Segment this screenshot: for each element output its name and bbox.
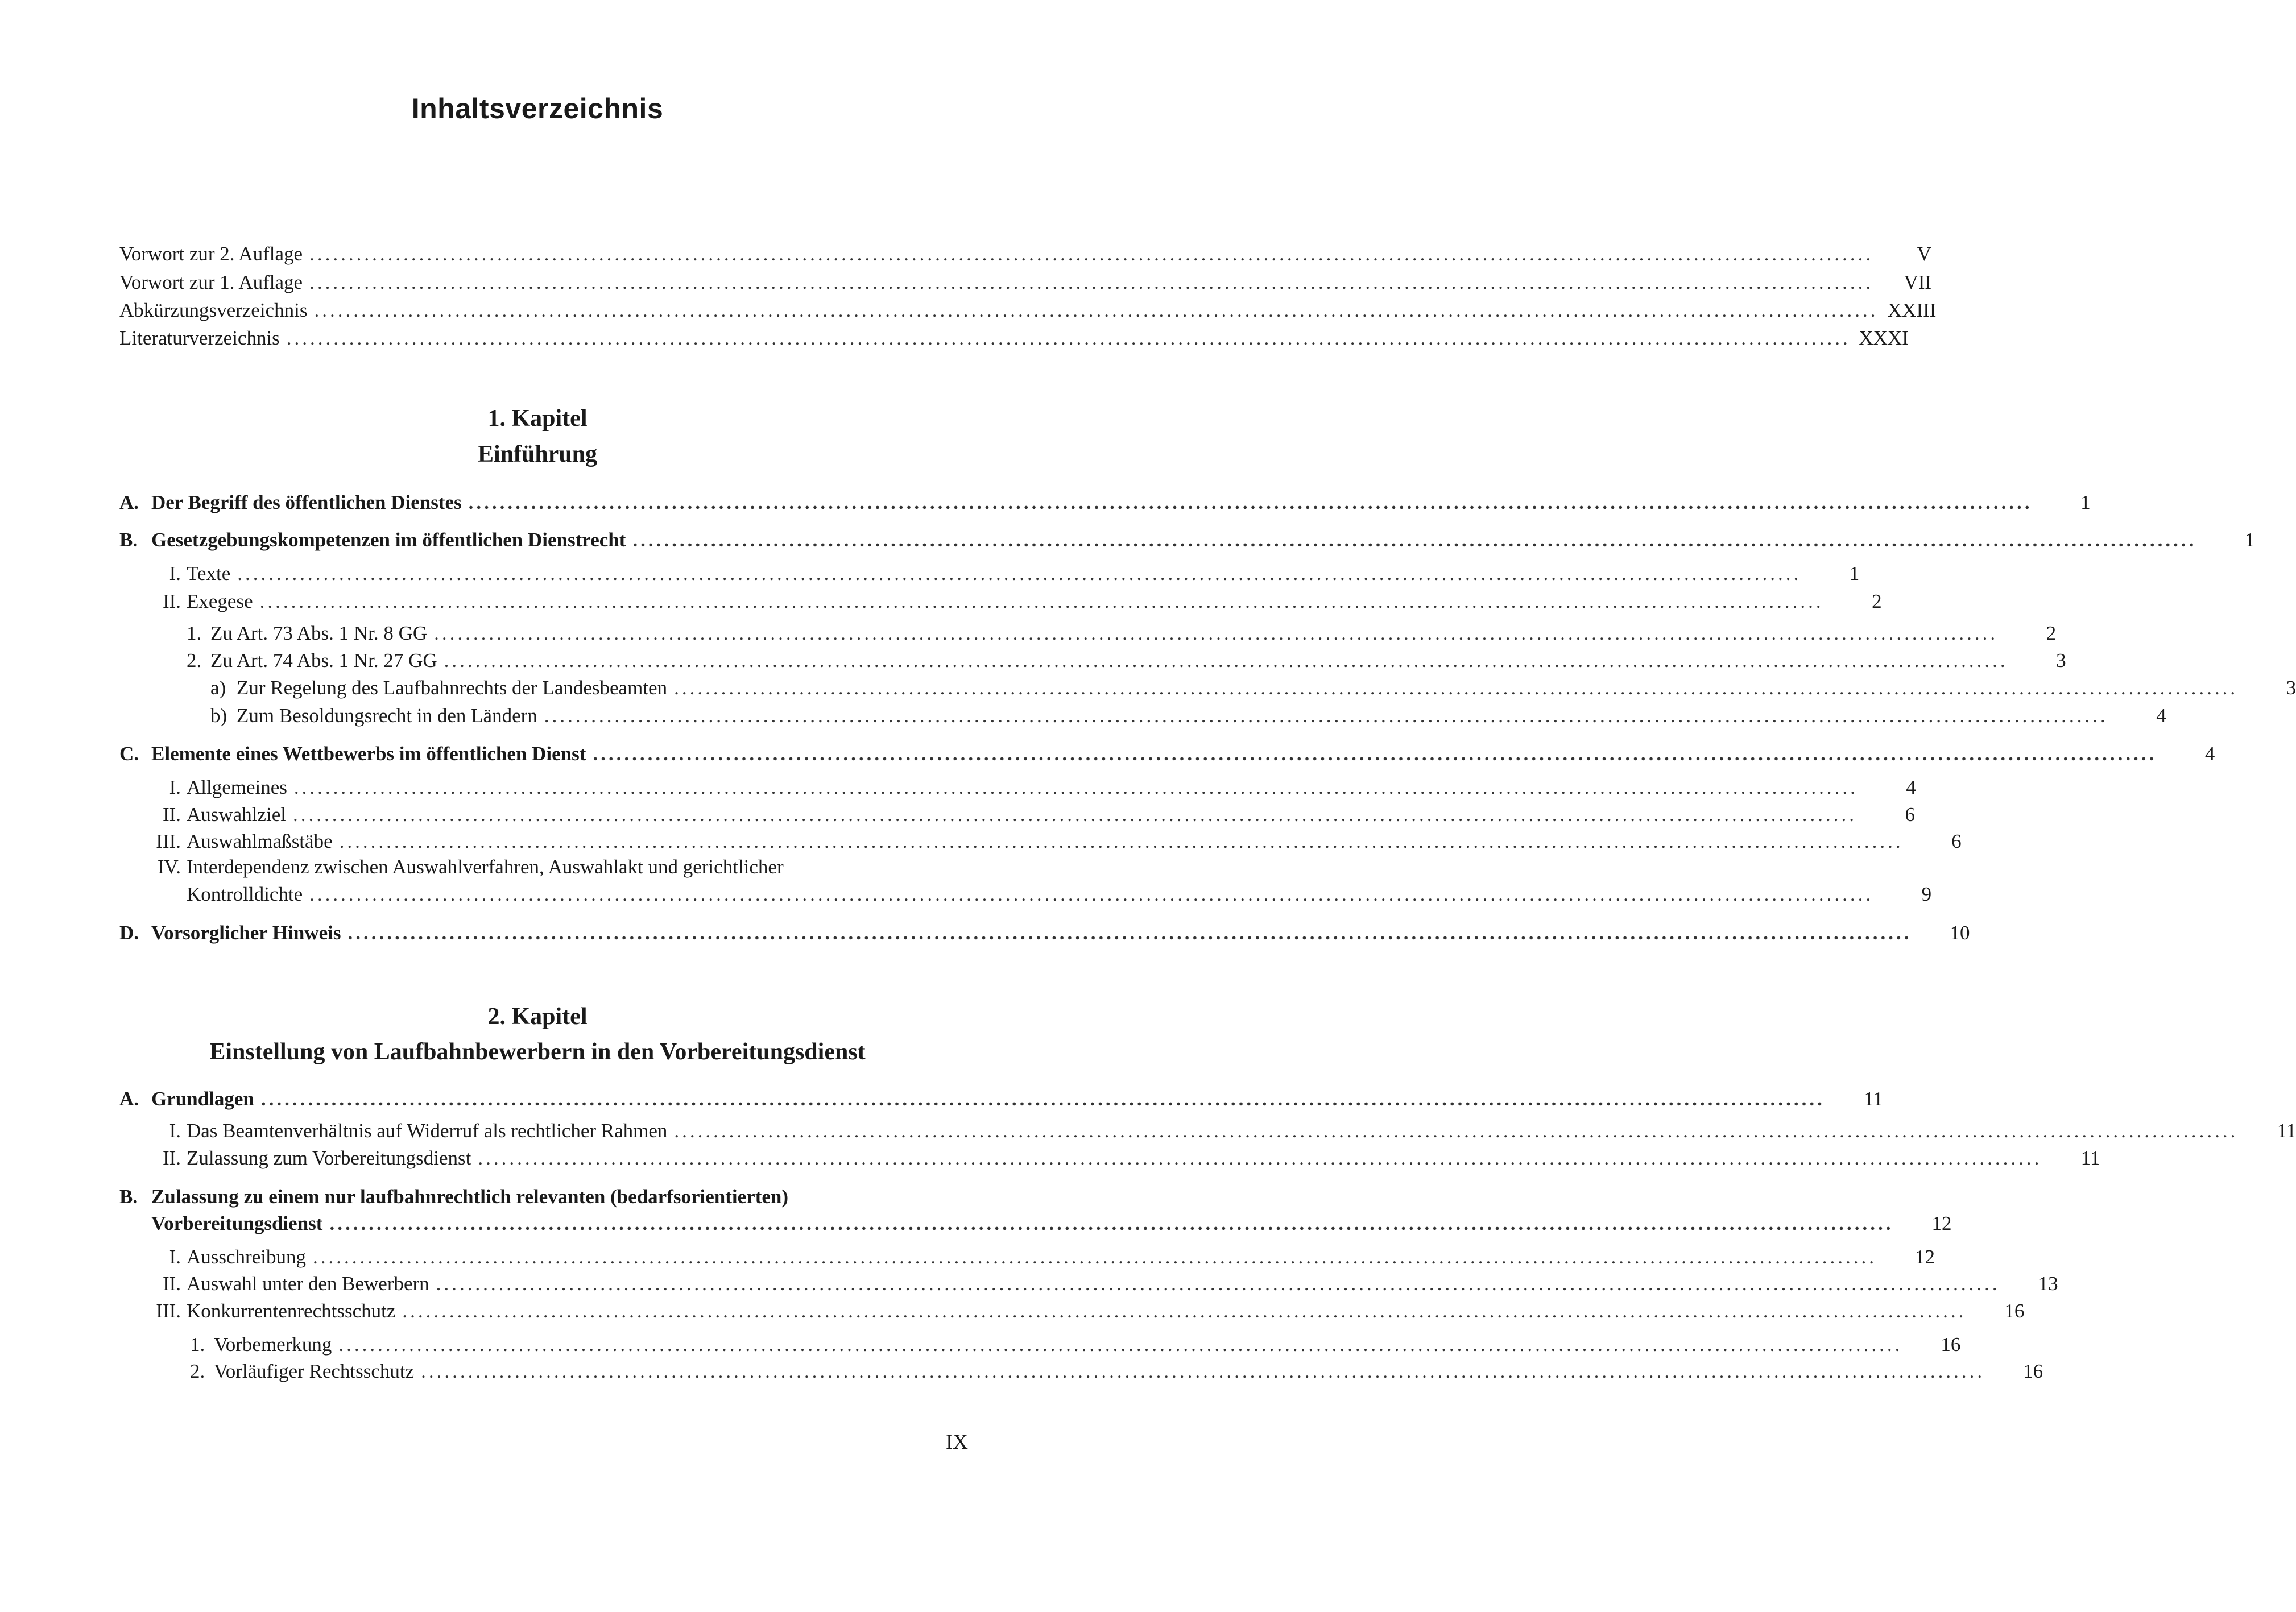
toc-entry-text: Zulassung zum Vorbereitungsdienst [187,1147,471,1169]
toc-page-number: 1 [1849,562,1860,585]
toc-entry-text: Vorsorglicher Hinweis [151,922,341,944]
toc-page-number: 2 [2046,622,2057,644]
toc-entry-number: D. [119,922,139,944]
toc-entry-section-a[interactable] [119,1087,1883,1112]
toc-entry-number: 1. [187,622,202,644]
toc-entry-section-b-line1[interactable] [119,1184,788,1209]
leader-dots: ........................................................................................................................................................................................................ [292,803,1857,826]
toc-entry-text: Zu Art. 74 Abs. 1 Nr. 27 GG [210,649,437,672]
toc-entry-vorwort-2[interactable] [119,242,1932,267]
toc-entry-b-i[interactable] [151,561,1860,586]
leader-dots: ........................................................................................................................................................................................................ [674,677,2239,699]
leader-dots: ........................................................................................................................................................................................................ [339,830,1904,852]
toc-entry-text: Auswahl unter den Bewerbern [187,1273,429,1295]
toc-entry-text: Gesetzgebungskompetenzen im öffentlichen Dienstrecht [151,529,626,551]
toc-entry-b-ii[interactable] [151,589,1882,614]
toc-entry-text: Abkürzungsverzeichnis [119,299,308,321]
toc-entry-number: A. [119,1088,139,1110]
leader-dots: ........................................................................................................................................................................................................ [347,922,1912,944]
toc-entry-section-b[interactable] [119,528,2255,553]
toc-page-number: 1 [2080,491,2091,513]
toc-page-number: 3 [2056,649,2066,672]
toc-entry-c-iv[interactable] [187,882,1932,907]
toc-entry-text: Konkurrentenrechtsschutz [187,1300,396,1322]
leader-dots: ........................................................................................................................................................................................................ [293,776,1858,798]
toc-entry-text: Der Begriff des öffentlichen Dienstes [151,491,462,513]
toc-entry-text: Interdependenz zwischen Auswahlverfahren, Auswahlakt und gerichtlicher [187,856,784,878]
toc-entry-a-ii[interactable] [151,1146,2100,1171]
leader-dots: ........................................................................................................................................................................................................ [338,1333,1903,1356]
toc-entry-b-iii-2[interactable] [190,1359,2043,1384]
leader-dots: ........................................................................................................................................................................................................ [444,649,2008,672]
toc-entry-number: C. [119,743,139,765]
toc-page-number: 11 [2277,1120,2296,1142]
toc-entry-text: Zulassung zu einem nur laufbahnrechtlich relevanten (bedarfsorientierten) [151,1186,788,1208]
leader-dots: ........................................................................................................................................................................................................ [674,1120,2239,1142]
toc-page-number: 11 [2080,1147,2100,1169]
leader-dots: ........................................................................................................................................................................................................ [314,299,1879,321]
toc-entry-text: Zur Regelung des Laufbahnrechts der Landesbeamten [237,677,668,699]
toc-entry-b-iii-1[interactable] [190,1332,1961,1357]
toc-entry-text: Vorbemerkung [214,1333,332,1356]
toc-page-number: 16 [1941,1333,1961,1356]
toc-page-number: 16 [2023,1360,2043,1382]
toc-entry-text: Auswahlziel [187,803,286,826]
leader-dots: ........................................................................................................................................................................................................ [402,1300,1967,1322]
toc-entry-number: b) [210,705,227,727]
page-folio: IX [945,1431,968,1454]
toc-entry-number: 2. [190,1360,205,1382]
toc-entry-number: II. [162,803,181,826]
leader-dots: ........................................................................................................................................................................................................ [478,1147,2042,1169]
toc-entry-number: B. [119,1186,138,1208]
toc-page-number: 12 [1914,1246,1935,1268]
chapter-number: 1. Kapitel [487,405,588,432]
toc-entry-b-i[interactable] [151,1245,1935,1270]
toc-page-number: 4 [2156,705,2166,727]
leader-dots: ........................................................................................................................................................................................................ [632,529,2197,551]
toc-entry-text: Vorwort zur 1. Auflage [119,271,303,293]
toc-entry-text: Exegese [187,590,253,612]
toc-entry-b-ii-2[interactable] [187,648,2066,673]
toc-page-number: 4 [2204,743,2215,765]
toc-entry-abkuerzungen[interactable] [119,298,1937,323]
leader-dots: ........................................................................................................................................................................................................ [309,883,1874,905]
toc-page-number: 16 [2004,1300,2025,1322]
toc-entry-text-continued: Vorbereitungsdienst [151,1212,323,1234]
toc-entry-text: Vorläufiger Rechtsschutz [214,1360,415,1382]
leader-dots: ........................................................................................................................................................................................................ [436,1273,2000,1295]
toc-entry-b-ii[interactable] [151,1271,2058,1296]
toc-entry-text: Auswahlmaßstäbe [187,830,333,852]
leader-dots: ........................................................................................................................................................................................................ [237,562,1802,585]
toc-page-number: V [1917,243,1932,265]
leader-dots: ........................................................................................................................................................................................................ [329,1212,1894,1234]
toc-entry-text: Zum Besoldungsrecht in den Ländern [237,705,537,727]
toc-entry-text: Elemente eines Wettbewerbs im öffentlichen Dienst [151,743,586,765]
toc-page-number: XXXI [1859,327,1909,349]
toc-entry-text: Das Beamtenverhältnis auf Widerruf als rechtlicher Rahmen [187,1120,668,1142]
toc-page-number: 10 [1950,922,1970,944]
chapter-title: Einführung [477,441,598,467]
toc-entry-number: a) [210,677,226,699]
toc-entry-b-ii-2-a[interactable] [210,676,2296,701]
chapter-number: 2. Kapitel [487,1004,588,1030]
leader-dots: ........................................................................................................................................................................................................ [286,327,1851,349]
toc-page-number: 6 [1951,830,1962,852]
leader-dots: ........................................................................................................................................................................................................ [544,705,2108,727]
toc-entry-literatur[interactable] [119,326,1909,351]
toc-entry-c-ii[interactable] [151,802,1915,827]
toc-entry-b-ii-2-b[interactable] [210,703,2166,728]
leader-dots: ........................................................................................................................................................................................................ [434,622,1999,644]
toc-page-number: 4 [1906,776,1916,798]
toc-entry-number: I. [169,1246,181,1268]
toc-entry-text: Literaturverzeichnis [119,327,280,349]
toc-entry-text: Allgemeines [187,776,287,798]
toc-entry-text: Grundlagen [151,1088,254,1110]
toc-page-number: 3 [2286,677,2296,699]
toc-entry-number: III. [156,1300,181,1322]
toc-entry-section-d[interactable] [119,921,1970,946]
toc-entry-number: I. [169,1120,181,1142]
toc-entry-number: III. [156,830,181,852]
toc-entry-number: II. [162,1147,181,1169]
toc-entry-section-c[interactable] [119,741,2215,766]
toc-entry-section-b[interactable] [151,1211,1952,1236]
leader-dots: ........................................................................................................................................................................................................ [421,1360,1985,1382]
leader-dots: ........................................................................................................................................................................................................ [593,743,2157,765]
toc-entry-b-iii[interactable] [151,1299,2025,1324]
toc-entry-number: 2. [187,649,202,672]
page-title: Inhaltsverzeichnis [411,92,664,125]
toc-entry-vorwort-1[interactable] [119,270,1932,295]
toc-entry-number: I. [169,776,181,798]
toc-entry-number: II. [162,590,181,612]
toc-entry-section-a[interactable] [119,490,2091,515]
toc-entry-number: 1. [190,1333,205,1356]
toc-entry-c-iii[interactable] [151,829,1962,854]
toc-page-number: 12 [1931,1212,1952,1234]
toc-entry-number: A. [119,491,139,513]
toc-page-number: 2 [1872,590,1882,612]
toc-entry-number: II. [162,1273,181,1295]
toc-entry-a-i[interactable] [151,1118,2296,1143]
toc-entry-b-ii-1[interactable] [187,621,2057,646]
leader-dots: ........................................................................................................................................................................................................ [259,590,1824,612]
leader-dots: ........................................................................................................................................................................................................ [312,1246,1877,1268]
toc-page-number: 9 [1921,883,1932,905]
toc-page-number: 11 [1864,1088,1883,1110]
toc-page-number: XXIII [1887,299,1937,321]
toc-page-number: 1 [2244,529,2255,551]
toc-entry-c-iv-line1[interactable] [151,855,784,880]
toc-page-number: VII [1904,271,1932,293]
toc-entry-text: Zu Art. 73 Abs. 1 Nr. 8 GG [210,622,428,644]
toc-entry-text-continued: Kontrolldichte [187,883,303,905]
toc-entry-number: I. [169,562,181,585]
toc-page-number: 13 [2038,1273,2058,1295]
toc-entry-text: Texte [187,562,231,585]
chapter-title: Einstellung von Laufbahnbewerbern in den Vorbereitungsdienst [209,1039,866,1065]
leader-dots: ........................................................................................................................................................................................................ [260,1088,1825,1110]
leader-dots: ........................................................................................................................................................................................................ [309,243,1874,265]
toc-entry-text: Ausschreibung [187,1246,306,1268]
toc-entry-text: Vorwort zur 2. Auflage [119,243,303,265]
toc-page-number: 6 [1905,803,1915,826]
toc-entry-number: IV. [157,856,181,878]
leader-dots: ........................................................................................................................................................................................................ [468,491,2033,513]
toc-entry-number: B. [119,529,138,551]
leader-dots: ........................................................................................................................................................................................................ [309,271,1874,293]
toc-entry-c-i[interactable] [151,775,1916,800]
